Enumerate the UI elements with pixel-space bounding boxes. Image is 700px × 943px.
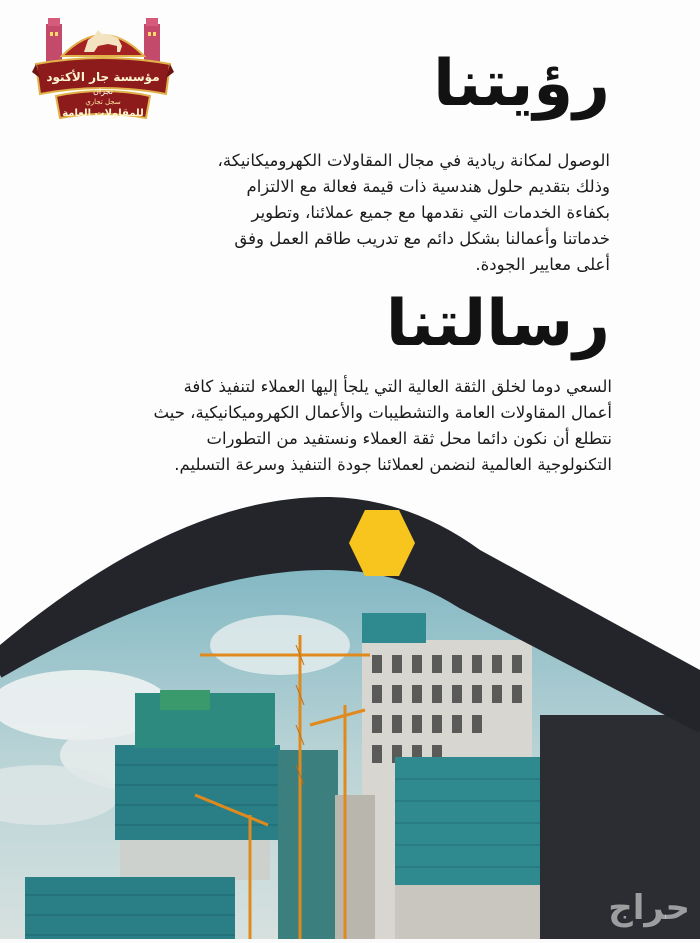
logo-title: مؤسسة جار الأكتود xyxy=(46,70,160,84)
mission-line: نتطلع أن نكون دائما محل ثقة العملاء ونستفيد من التطورات xyxy=(206,429,612,448)
vision-line: أعلى معايير الجودة. xyxy=(475,255,610,274)
mission-line: السعي دوما لخلق الثقة العالية التي يلجأ إليها العملاء لتنفيذ كافة xyxy=(183,377,612,396)
watermark: حراج xyxy=(608,888,690,928)
logo-city: نجران xyxy=(93,87,113,96)
vision-paragraph xyxy=(110,148,610,278)
mission-line: التكنولوجية العالمية لنضمن لعملائنا جودة التنفيذ وسرعة التسليم. xyxy=(174,455,612,474)
vision-line: الوصول لمكانة ريادية في مجال المقاولات الكهروميكانيكة، xyxy=(217,151,610,170)
mission-heading: رسالتنا xyxy=(385,287,610,361)
mission-line: أعمال المقاولات العامة والتشطيبات والأعمال الكهروميكانيكية، حيث xyxy=(153,403,612,422)
vision-line: بكفاءة الخدمات التي نقدمها مع جميع عملائنا، وتطوير xyxy=(251,203,610,222)
logo-tagline: سجل تجاري xyxy=(85,98,121,106)
mission-paragraph xyxy=(72,374,612,478)
vision-line: خدماتنا وأعمالنا بشكل دائم مع تدريب طاقم العمل وفق xyxy=(234,229,610,248)
company-logo xyxy=(32,12,174,130)
vision-heading: رؤيتنا xyxy=(433,47,610,121)
vision-line: وذلك بتقديم حلول هندسية ذات قيمة فعالة مع الالتزام xyxy=(246,177,610,196)
hexagon-accent xyxy=(348,508,416,578)
logo-subtitle: للمقاولات العامة xyxy=(62,108,144,119)
